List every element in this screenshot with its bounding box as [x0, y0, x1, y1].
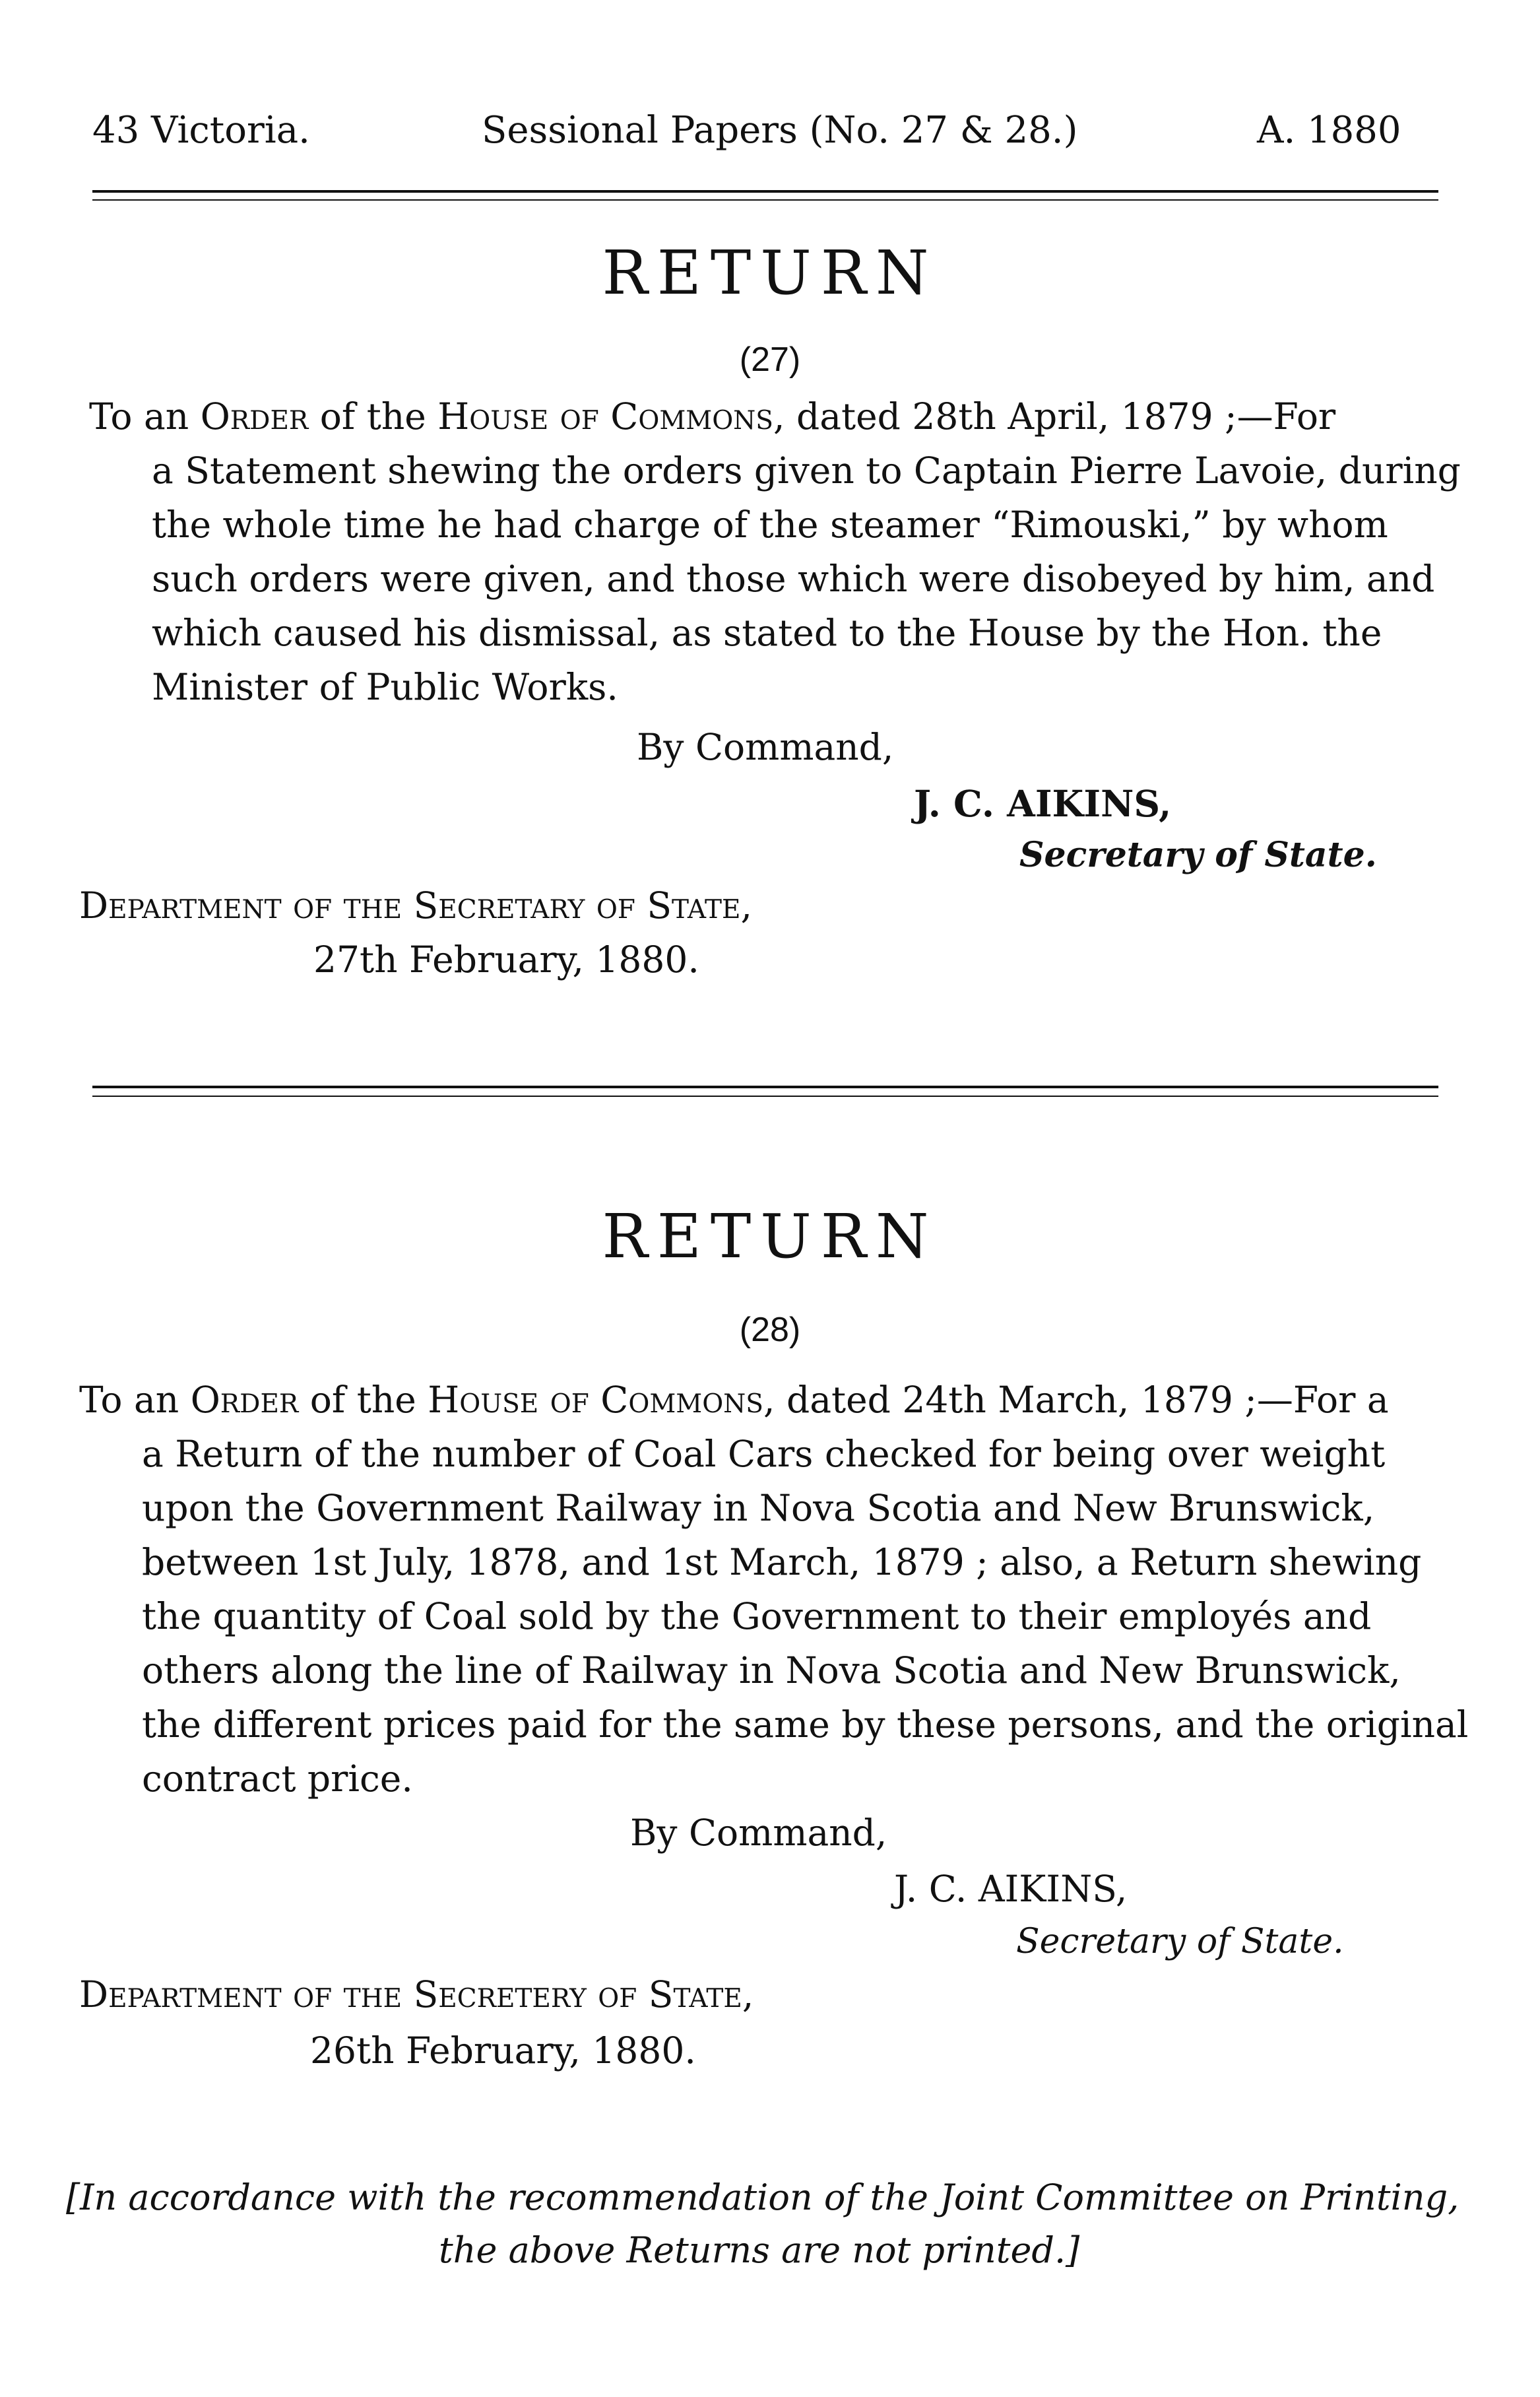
header-rule-top: [92, 190, 1438, 193]
printing-note-line2: the above Returns are not printed.]: [439, 2229, 1080, 2271]
section-rule-bottom: [92, 1096, 1438, 1097]
header-rule-bottom: [92, 199, 1438, 201]
order-line: contract price.: [142, 1757, 413, 1800]
header-session: 43 Victoria.: [92, 109, 310, 152]
return-27-by-command: By Command,: [637, 726, 894, 768]
return-27-title: RETURN: [602, 238, 938, 308]
return-27-department: Department of the Secretary of State,: [79, 884, 752, 927]
return-28-department: Department of the Secretery of State,: [79, 1973, 754, 2016]
order-line: a Statement shewing the orders given to Captain Pierre Lavoie, during: [152, 449, 1461, 492]
order-line: such orders were given, and those which were disobeyed by him, and: [152, 558, 1435, 600]
order-line: the quantity of Coal sold by the Government to their employés and: [142, 1595, 1372, 1637]
order-line: To an Order of the House of Commons, dated 28th April, 1879 ;—For: [89, 395, 1336, 438]
return-28-title: RETURN: [602, 1201, 938, 1272]
return-27-order-text: [89, 389, 1461, 714]
return-28-signatory: J. C. AIKINS,: [894, 1868, 1128, 1910]
return-28-order-text: [79, 1373, 1469, 1806]
order-line: the whole time he had charge of the steamer “Rimouski,” by whom: [152, 504, 1388, 546]
return-27-signatory-title: Secretary of State.: [1019, 835, 1377, 875]
return-28-date: 26th February, 1880.: [310, 2029, 696, 2072]
return-28-signatory-title: Secretary of State.: [1016, 1922, 1344, 1961]
order-line: which caused his dismissal, as stated to the House by the Hon. the: [152, 612, 1382, 654]
order-line: To an Order of the House of Commons, dated 24th March, 1879 ;—For a: [79, 1379, 1389, 1421]
printing-note-line1: [In accordance with the recommendation of the Joint Committee on Printing,: [66, 2177, 1460, 2218]
return-28-number: (28): [739, 1311, 801, 1349]
order-line: a Return of the number of Coal Cars checked for being over weight: [142, 1433, 1386, 1475]
return-27-signatory: J. C. AIKINS,: [914, 782, 1172, 825]
order-line: the different prices paid for the same by these persons, and the original: [142, 1703, 1469, 1746]
header-sessional-papers: Sessional Papers (No. 27 & 28.): [482, 109, 1078, 152]
return-28-by-command: By Command,: [630, 1812, 887, 1854]
return-27-number: (27): [739, 341, 801, 379]
return-27-date: 27th February, 1880.: [313, 938, 699, 981]
header-year: A. 1880: [1257, 109, 1401, 152]
section-rule-top: [92, 1086, 1438, 1088]
order-line: Minister of Public Works.: [152, 666, 618, 708]
order-line: upon the Government Railway in Nova Scotia and New Brunswick,: [142, 1487, 1375, 1529]
order-line: between 1st July, 1878, and 1st March, 1879 ; also, a Return shewing: [142, 1541, 1422, 1583]
order-line: others along the line of Railway in Nova Scotia and New Brunswick,: [142, 1649, 1401, 1691]
